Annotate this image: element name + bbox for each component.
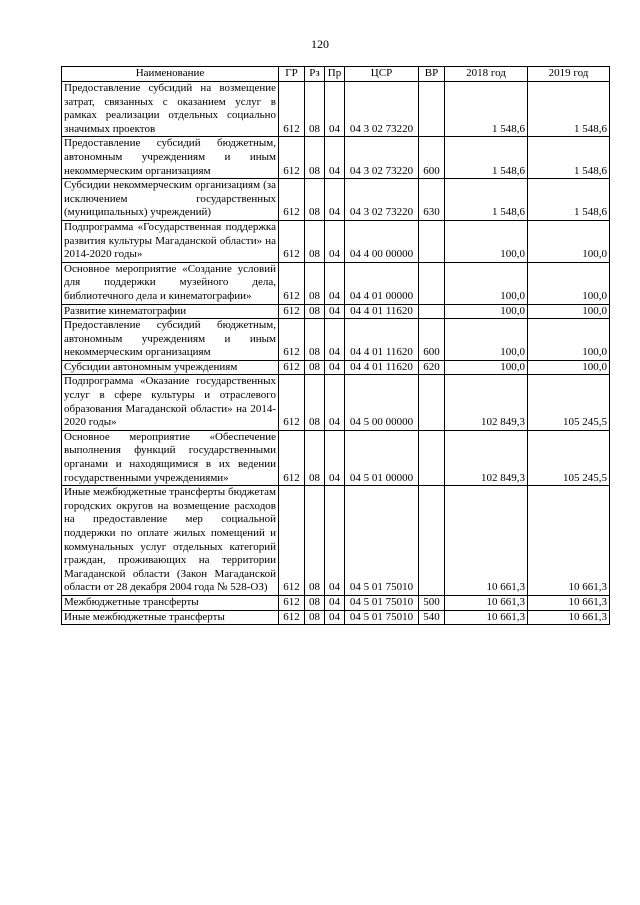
row-pr: 04 xyxy=(325,82,345,137)
header-name: Наименование xyxy=(62,67,279,82)
row-pr: 04 xyxy=(325,179,345,221)
row-csr: 04 4 01 11620 xyxy=(345,304,419,319)
row-vr xyxy=(419,430,445,485)
header-pr: Пр xyxy=(325,67,345,82)
row-amount-2019: 100,0 xyxy=(528,304,610,319)
row-gr: 612 xyxy=(279,179,305,221)
row-amount-2018: 10 661,3 xyxy=(445,486,528,596)
row-amount-2018: 10 661,3 xyxy=(445,595,528,610)
header-vr: ВР xyxy=(419,67,445,82)
row-vr: 620 xyxy=(419,360,445,375)
table-row xyxy=(62,360,610,375)
row-csr: 04 5 01 75010 xyxy=(345,610,419,625)
row-rz: 08 xyxy=(305,319,325,361)
row-name: Межбюджетные трансферты xyxy=(62,595,279,610)
row-gr: 612 xyxy=(279,262,305,304)
row-csr: 04 5 01 00000 xyxy=(345,430,419,485)
row-gr: 612 xyxy=(279,304,305,319)
budget-table xyxy=(61,66,610,625)
row-name: Развитие кинематографии xyxy=(62,304,279,319)
row-name: Предоставление субсидий бюджетным, автономным учреждениям и иным некоммерческим организациям xyxy=(62,319,279,361)
table-row xyxy=(62,375,610,430)
row-csr: 04 4 01 11620 xyxy=(345,319,419,361)
row-gr: 612 xyxy=(279,137,305,179)
row-pr: 04 xyxy=(325,486,345,596)
row-name: Подпрограмма «Оказание государственных услуг в сфере культуры и отраслевого образования Магаданской области» на 2014-2020 годы» xyxy=(62,375,279,430)
row-amount-2019: 10 661,3 xyxy=(528,610,610,625)
row-rz: 08 xyxy=(305,360,325,375)
row-csr: 04 5 00 00000 xyxy=(345,375,419,430)
row-pr: 04 xyxy=(325,360,345,375)
row-name: Основное мероприятие «Обеспечение выполнения функций государственными органами и находящимися в их ведении государственными учреждениями» xyxy=(62,430,279,485)
row-amount-2019: 100,0 xyxy=(528,262,610,304)
row-vr: 600 xyxy=(419,319,445,361)
row-amount-2018: 10 661,3 xyxy=(445,610,528,625)
row-gr: 612 xyxy=(279,319,305,361)
table-header-row xyxy=(62,67,610,82)
page-number: 120 xyxy=(311,37,329,51)
table-body xyxy=(62,82,610,625)
table-row xyxy=(62,486,610,596)
row-rz: 08 xyxy=(305,595,325,610)
row-csr: 04 3 02 73220 xyxy=(345,179,419,221)
table-row xyxy=(62,610,610,625)
row-amount-2019: 10 661,3 xyxy=(528,595,610,610)
row-amount-2019: 1 548,6 xyxy=(528,82,610,137)
table-row xyxy=(62,220,610,262)
table-row xyxy=(62,262,610,304)
row-amount-2018: 102 849,3 xyxy=(445,375,528,430)
row-amount-2018: 100,0 xyxy=(445,262,528,304)
row-gr: 612 xyxy=(279,595,305,610)
table-row xyxy=(62,82,610,137)
row-amount-2018: 1 548,6 xyxy=(445,179,528,221)
header-2018: 2018 год xyxy=(445,67,528,82)
row-pr: 04 xyxy=(325,220,345,262)
header-csr: ЦСР xyxy=(345,67,419,82)
header-rz: Рз xyxy=(305,67,325,82)
row-rz: 08 xyxy=(305,220,325,262)
row-pr: 04 xyxy=(325,375,345,430)
row-gr: 612 xyxy=(279,610,305,625)
row-rz: 08 xyxy=(305,262,325,304)
table-row xyxy=(62,430,610,485)
row-gr: 612 xyxy=(279,430,305,485)
row-amount-2018: 1 548,6 xyxy=(445,82,528,137)
row-csr: 04 4 01 11620 xyxy=(345,360,419,375)
row-rz: 08 xyxy=(305,304,325,319)
row-vr: 540 xyxy=(419,610,445,625)
row-amount-2019: 100,0 xyxy=(528,220,610,262)
row-rz: 08 xyxy=(305,430,325,485)
row-name: Предоставление субсидий на возмещение затрат, связанных с оказанием услуг в рамках реализации отдельных социально значимых проектов xyxy=(62,82,279,137)
row-vr xyxy=(419,220,445,262)
row-vr xyxy=(419,82,445,137)
row-rz: 08 xyxy=(305,179,325,221)
row-name: Иные межбюджетные трансферты xyxy=(62,610,279,625)
row-pr: 04 xyxy=(325,262,345,304)
row-amount-2018: 100,0 xyxy=(445,360,528,375)
row-vr xyxy=(419,486,445,596)
row-name: Основное мероприятие «Создание условий для поддержки музейного дела, библиотечного дела и кинематографии» xyxy=(62,262,279,304)
row-rz: 08 xyxy=(305,137,325,179)
row-pr: 04 xyxy=(325,610,345,625)
table-row xyxy=(62,304,610,319)
table-row xyxy=(62,595,610,610)
row-amount-2018: 102 849,3 xyxy=(445,430,528,485)
row-vr xyxy=(419,304,445,319)
row-gr: 612 xyxy=(279,486,305,596)
row-csr: 04 5 01 75010 xyxy=(345,595,419,610)
table-row xyxy=(62,179,610,221)
row-vr: 500 xyxy=(419,595,445,610)
row-pr: 04 xyxy=(325,137,345,179)
row-amount-2019: 100,0 xyxy=(528,360,610,375)
row-vr: 600 xyxy=(419,137,445,179)
row-name: Подпрограмма «Государственная поддержка развития культуры Магаданской области» на 2014-2020 годы» xyxy=(62,220,279,262)
row-pr: 04 xyxy=(325,319,345,361)
row-rz: 08 xyxy=(305,486,325,596)
row-name: Субсидии некоммерческим организациям (за исключением государственных (муниципальных) учреждений) xyxy=(62,179,279,221)
table-row xyxy=(62,319,610,361)
row-csr: 04 3 02 73220 xyxy=(345,137,419,179)
row-csr: 04 4 01 00000 xyxy=(345,262,419,304)
row-name: Предоставление субсидий бюджетным, автономным учреждениям и иным некоммерческим организациям xyxy=(62,137,279,179)
row-name: Субсидии автономным учреждениям xyxy=(62,360,279,375)
row-amount-2019: 10 661,3 xyxy=(528,486,610,596)
row-amount-2019: 105 245,5 xyxy=(528,375,610,430)
row-amount-2019: 100,0 xyxy=(528,319,610,361)
row-rz: 08 xyxy=(305,375,325,430)
row-pr: 04 xyxy=(325,304,345,319)
table-row xyxy=(62,137,610,179)
row-amount-2018: 100,0 xyxy=(445,220,528,262)
row-pr: 04 xyxy=(325,595,345,610)
row-gr: 612 xyxy=(279,360,305,375)
row-csr: 04 5 01 75010 xyxy=(345,486,419,596)
row-amount-2018: 1 548,6 xyxy=(445,137,528,179)
row-rz: 08 xyxy=(305,610,325,625)
row-vr: 630 xyxy=(419,179,445,221)
row-vr xyxy=(419,262,445,304)
row-gr: 612 xyxy=(279,82,305,137)
row-csr: 04 4 00 00000 xyxy=(345,220,419,262)
row-rz: 08 xyxy=(305,82,325,137)
row-name: Иные межбюджетные трансферты бюджетам городских округов на возмещение расходов на предоставление мер социальной поддержки по оплате жилых помещений и коммунальных услуг отдельных категорий граждан, проживающих на территории Магаданской области (Закон Магаданской области от 28 декабря 2004 года № 528-ОЗ) xyxy=(62,486,279,596)
row-pr: 04 xyxy=(325,430,345,485)
header-gr: ГР xyxy=(279,67,305,82)
row-amount-2019: 105 245,5 xyxy=(528,430,610,485)
row-amount-2018: 100,0 xyxy=(445,304,528,319)
row-amount-2018: 100,0 xyxy=(445,319,528,361)
row-csr: 04 3 02 73220 xyxy=(345,82,419,137)
header-2019: 2019 год xyxy=(528,67,610,82)
row-amount-2019: 1 548,6 xyxy=(528,179,610,221)
row-vr xyxy=(419,375,445,430)
row-gr: 612 xyxy=(279,375,305,430)
row-amount-2019: 1 548,6 xyxy=(528,137,610,179)
row-gr: 612 xyxy=(279,220,305,262)
